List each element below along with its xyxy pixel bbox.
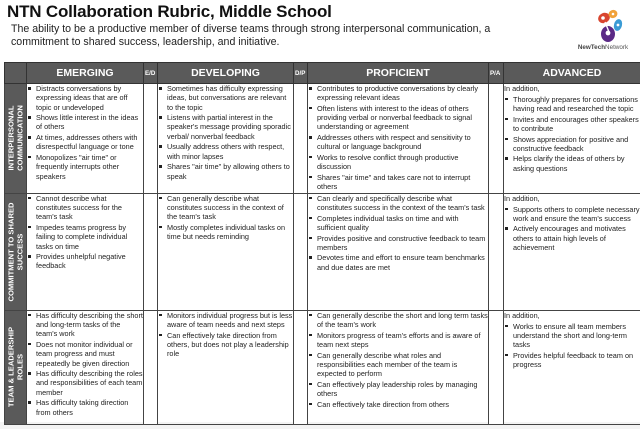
criterion-item: Devotes time and effort to ensure team benchmarks and due dates are met [317, 253, 488, 272]
criterion-item: Completes individual tasks on time and with sufficient quality [317, 214, 488, 233]
row-label-line2: COMMUNICATION [14, 105, 24, 172]
criterion-item: Provides helpful feedback to team on progress [513, 351, 640, 370]
criterion-item: Often listens with interest to the ideas of others providing verbal or nonverbal feedback to signal understanding or agreement [317, 104, 488, 132]
row-label-line2: SUCCESS [14, 233, 24, 271]
col-header-emerging: EMERGING [27, 63, 144, 84]
col-header-pa: P/A [489, 63, 504, 84]
criterion-item: Mostly completes individual tasks on time but needs reminding [167, 223, 293, 242]
cell-pa-score[interactable] [489, 84, 504, 194]
rubric-row-team-leadership-roles [5, 310, 640, 424]
criterion-item: Addresses others with respect and sensitivity to cultural or language background [317, 133, 488, 152]
logo-text-light: Network [605, 44, 629, 51]
criterion-item: Can effectively play leadership roles by managing others [317, 380, 488, 399]
page-title: NTN Collaboration Rubric, Middle School [7, 2, 332, 21]
criterion-item: Shows little interest in the ideas of others [36, 113, 143, 132]
criterion-item: Sometimes has difficulty expressing ideas, but conversations are relevant to the topic [167, 84, 293, 112]
criterion-item: Shares "air time" by allowing others to speak [167, 162, 293, 181]
criterion-item: Does not monitor individual or team progress and must repeatedly be given direction [36, 340, 143, 368]
criterion-item: Contributes to productive conversations by clearly expressing relevant ideas [317, 84, 488, 103]
rubric-row-interpersonal-communication [5, 84, 640, 194]
cell-advanced [504, 84, 640, 194]
criterion-item: Helps clarify the ideas of others by asking questions [513, 154, 640, 173]
cell-developing [158, 310, 294, 424]
criterion-item: Provides positive and constructive feedback to team members [317, 234, 488, 253]
criterion-item: At times, addresses others with disrespectful language or tone [36, 133, 143, 152]
row-label [5, 193, 27, 310]
col-header-proficient: PROFICIENT [308, 63, 489, 84]
criterion-item: Invites and encourages other speakers to contribute [513, 114, 639, 133]
criterion-item: Monitors progress of team's efforts and is aware of team next steps [317, 331, 488, 350]
logo-text-bold: NewTech [577, 44, 606, 51]
cell-developing [158, 193, 294, 310]
criterion-item: Supports others to complete necessary work and ensure the team's success [513, 204, 640, 223]
corner-cell [5, 63, 27, 84]
cell-pa-score[interactable] [489, 193, 504, 310]
cell-ed-score[interactable] [144, 84, 158, 194]
col-header-advanced: ADVANCED [504, 63, 640, 84]
header-row [5, 63, 640, 84]
logo-text [567, 44, 639, 51]
advanced-intro: In addition, [504, 84, 540, 93]
criterion-item: Can generally describe what constitutes success in the context of the team's task [167, 194, 293, 222]
cell-proficient [308, 310, 489, 424]
rubric-table [4, 62, 640, 425]
criterion-item: Works to ensure all team members understand the short and long-term tasks [513, 322, 640, 350]
row-label [5, 310, 27, 424]
cell-ed-score[interactable] [144, 310, 158, 424]
rubric-row-commitment-to-shared-success [5, 193, 640, 310]
criterion-item: Listens with partial interest in the speaker's message providing sporadic verbal/ nonverbal feedback [167, 113, 293, 141]
criterion-item: Impedes teams progress by failing to complete individual tasks on time [36, 223, 143, 251]
criterion-item: Has difficulty describing the roles and responsibilities of each team member [36, 369, 143, 397]
criterion-item: Monopolizes "air time" or frequently interrupts other speakers [36, 153, 143, 181]
cell-emerging [27, 193, 144, 310]
criterion-item: Shows appreciation for positive and constructive feedback [513, 135, 640, 154]
col-header-dp: D/P [294, 63, 308, 84]
row-label-line2: ROLES [14, 354, 24, 381]
cell-advanced [504, 310, 640, 424]
criterion-item: Has difficulty taking direction from others [36, 398, 143, 417]
row-label-line1: INTERPERSONAL [6, 105, 15, 171]
cell-developing [158, 84, 294, 194]
criterion-item: Can generally describe what roles and responsibilities each member of the team is expected to perform [317, 351, 488, 379]
row-label-line1: COMMITMENT TO SHARED [6, 202, 15, 302]
col-header-ed: E/D [144, 63, 158, 84]
criterion-item: Cannot describe what constitutes success for the team's task [36, 194, 143, 222]
criterion-item: Usually address others with respect, with minor lapses [167, 142, 293, 161]
criterion-item: Can clearly and specifically describe what constitutes success in the context of the team's task [317, 194, 488, 213]
criterion-item: Provides unhelpful negative feedback [36, 252, 143, 271]
cell-dp-score[interactable] [294, 310, 308, 424]
criterion-item: Has difficulty describing the short and long-term tasks of the team's work [36, 310, 143, 339]
col-header-developing: DEVELOPING [158, 63, 294, 84]
cell-pa-score[interactable] [489, 310, 504, 424]
criterion-item: Shares "air time" and takes care not to interrupt others [317, 173, 488, 192]
criterion-item: Can generally describe the short and long term tasks of the team's work [317, 310, 488, 330]
criterion-item: Thoroughly prepares for conversations having read and researched the topic [513, 95, 640, 114]
criterion-item: Works to resolve conflict through productive discussion [317, 153, 488, 172]
criterion-item: Monitors individual progress but is less aware of team needs and next steps [167, 310, 293, 330]
page-subtitle: The ability to be a productive member of diverse teams through strong interpersonal communication, a commitment to shared success, leadership, and initiative. [11, 23, 491, 48]
cell-dp-score[interactable] [294, 193, 308, 310]
cell-emerging [27, 84, 144, 194]
criterion-item: Can effectively take direction from others [317, 400, 488, 409]
cell-ed-score[interactable] [144, 193, 158, 310]
cell-emerging [27, 310, 144, 424]
criterion-item: Actively encourages and motivates others to attain high levels of achievement [513, 224, 640, 252]
criterion-item: Can effectively take direction from others, but does not play a leadership role [167, 331, 293, 359]
row-label [5, 84, 27, 194]
cell-advanced [504, 193, 640, 310]
cell-proficient [308, 193, 489, 310]
advanced-intro: In addition, [504, 310, 540, 320]
criterion-item: Distracts conversations by expressing ideas that are off topic or undeveloped [36, 84, 143, 112]
cell-dp-score[interactable] [294, 84, 308, 194]
advanced-intro: In addition, [504, 193, 540, 203]
cell-proficient [308, 84, 489, 194]
row-label-line1: TEAM & LEADERSHIP [6, 327, 15, 408]
